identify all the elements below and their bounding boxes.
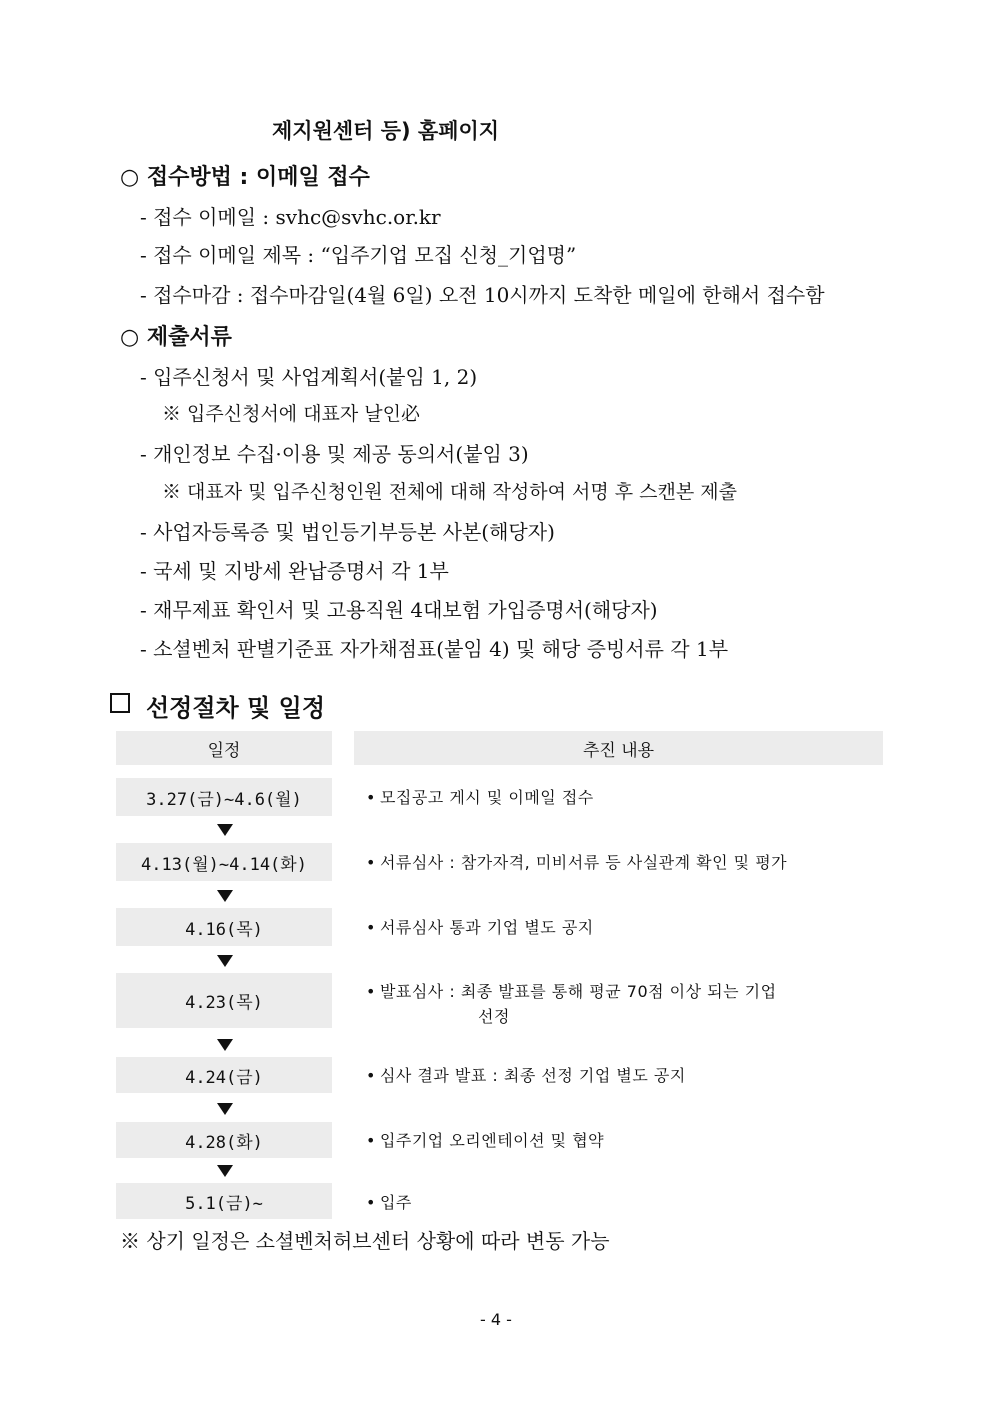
schedule-description: • 서류심사 통과 기업 별도 공지 [366, 918, 594, 937]
down-arrow-icon [217, 955, 233, 967]
schedule-description: • 발표심사 : 최종 발표를 통해 평균 70점 이상 되는 기업 선정 [366, 982, 777, 1026]
method-item-deadline: - 접수마감 : 접수마감일(4월 6일) 오전 10시까지 도착한 메일에 한해서 접수함 [140, 283, 825, 307]
section-title: 선정절차 및 일정 [146, 694, 325, 722]
bullet-icon: • [366, 982, 376, 1001]
documents-note: ※ 대표자 및 입주신청인원 전체에 대해 작성하여 서명 후 스캔본 제출 [162, 481, 737, 503]
schedule-description: • 입주 [366, 1193, 412, 1212]
down-arrow-icon [217, 890, 233, 902]
down-arrow-icon [217, 1039, 233, 1051]
schedule-date-cell: 4.13(월)~4.14(화) [116, 843, 332, 881]
schedule-date-cell: 4.24(금) [116, 1057, 332, 1093]
schedule-date-cell: 5.1(금)~ [116, 1183, 332, 1219]
continuation-text: 제지원센터 등) 홈페이지 [272, 119, 500, 143]
table-header-content: 추진 내용 [354, 731, 883, 765]
schedule-footnote: ※ 상기 일정은 소셜벤처허브센터 상황에 따라 변동 가능 [120, 1229, 610, 1253]
documents-item: - 국세 및 지방세 완납증명서 각 1부 [140, 559, 449, 583]
down-arrow-icon [217, 1165, 233, 1177]
documents-item: - 사업자등록증 및 법인등기부등본 사본(해당자) [140, 520, 555, 544]
documents-item: - 개인정보 수집·이용 및 제공 동의서(붙임 3) [140, 442, 529, 466]
bullet-icon: • [366, 1193, 376, 1212]
checkbox-square-icon [110, 693, 130, 713]
method-heading: ○ 접수방법 : 이메일 접수 [120, 165, 370, 190]
documents-item: - 재무제표 확인서 및 고용직원 4대보험 가입증명서(해당자) [140, 598, 658, 622]
schedule-description: • 모집공고 게시 및 이메일 접수 [366, 788, 594, 807]
bullet-icon: • [366, 1131, 376, 1150]
schedule-date-cell: 4.28(화) [116, 1122, 332, 1158]
bullet-icon: • [366, 853, 376, 872]
schedule-description: • 서류심사 : 참가자격, 미비서류 등 사실관계 확인 및 평가 [366, 853, 788, 872]
table-header-date: 일정 [116, 731, 332, 765]
bullet-icon: • [366, 1066, 376, 1085]
schedule-date-cell: 3.27(금)~4.6(월) [116, 778, 332, 816]
schedule-description: • 심사 결과 발표 : 최종 선정 기업 별도 공지 [366, 1066, 686, 1085]
documents-note: ※ 입주신청서에 대표자 날인必 [162, 403, 421, 425]
schedule-date-cell: 4.23(목) [116, 973, 332, 1028]
down-arrow-icon [217, 824, 233, 836]
schedule-description: • 입주기업 오리엔테이션 및 협약 [366, 1131, 605, 1150]
method-item-email: - 접수 이메일 : svhc@svhc.or.kr [140, 205, 441, 229]
documents-item: - 입주신청서 및 사업계획서(붙임 1, 2) [140, 365, 478, 389]
bullet-icon: • [366, 918, 376, 937]
documents-item: - 소셜벤처 판별기준표 자가채점표(붙임 4) 및 해당 증빙서류 각 1부 [140, 637, 729, 661]
bullet-icon: • [366, 788, 376, 807]
method-item-subject: - 접수 이메일 제목 : “입주기업 모집 신청_기업명” [140, 243, 577, 267]
down-arrow-icon [217, 1103, 233, 1115]
schedule-date-cell: 4.16(목) [116, 908, 332, 946]
page-number: - 4 - [480, 1310, 512, 1329]
documents-heading: ○ 제출서류 [120, 325, 232, 350]
